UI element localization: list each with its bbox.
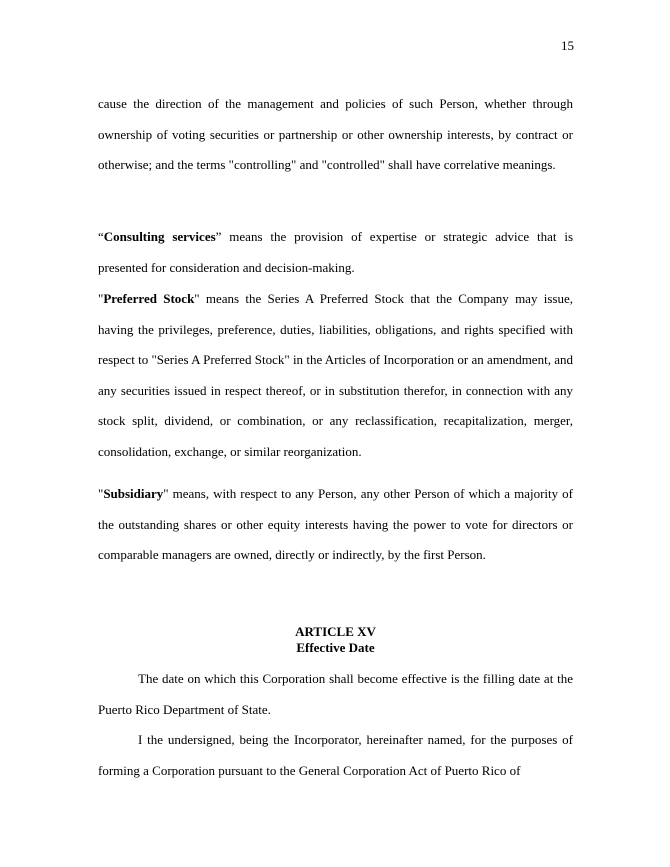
definition-paragraph: [98, 479, 573, 571]
page-number: 15: [561, 38, 574, 53]
article-paragraph: I the undersigned, being the Incorporator, hereinafter named, for the purposes of forming a Corporation pursuant to the General Corporation Act of Puerto Rico of: [98, 732, 573, 778]
paragraph-text: cause the direction of the management and policies of such Person, whether through ownership of voting securities or partnership or other ownership interests, by contract or otherwise; and the terms "controlling" and "controlled" shall have correlative meanings.: [98, 96, 573, 172]
article-title: Effective Date: [296, 640, 375, 655]
defined-term: Subsidiary: [103, 486, 164, 501]
open-quote: “: [98, 229, 104, 244]
definition-text: means the provision of expertise or strategic advice that is presented for consideration and decision-making.: [98, 229, 574, 275]
open-quote: ": [98, 291, 104, 306]
definition-text: means the Series A Preferred Stock that the Company may issue, having the privileges, preference, duties, liabilities, obligations, and rights specified with respect to "Series A Preferred Stock" in the Articles of Incorporation or an amendment, and any securities issued in respect thereof, or in substitution therefor, in connection with any stock split, dividend, or combination, or any reclassification, recapitalization, merger, consolidation, exchange, or similar reorganization.: [98, 291, 573, 459]
close-quote: ": [163, 486, 169, 501]
article-heading: [98, 624, 573, 656]
close-quote: ”: [215, 229, 222, 244]
defined-term: Preferred Stock: [103, 291, 195, 306]
open-quote: ": [98, 486, 104, 501]
definition-paragraph: [98, 284, 573, 467]
definition-subsidiary: [98, 479, 573, 571]
article-paragraph: The date on which this Corporation shall become effective is the filling date at the Puerto Rico Department of State.: [98, 671, 573, 717]
close-quote: ": [194, 291, 200, 306]
definition-paragraph: [98, 222, 573, 283]
definition-preferred-stock: [98, 284, 573, 467]
defined-term: Consulting services: [103, 229, 216, 244]
control-definition-continuation: [98, 89, 573, 181]
definition-text: means, with respect to any Person, any other Person of which a majority of the outstanding shares or other equity interests having the power to vote for directors or comparable managers are owned, directly or indirectly, by the first Person.: [98, 486, 573, 562]
article-body: [98, 664, 573, 786]
article-number: ARTICLE XV: [295, 624, 376, 639]
definition-consulting-services: [98, 222, 573, 283]
